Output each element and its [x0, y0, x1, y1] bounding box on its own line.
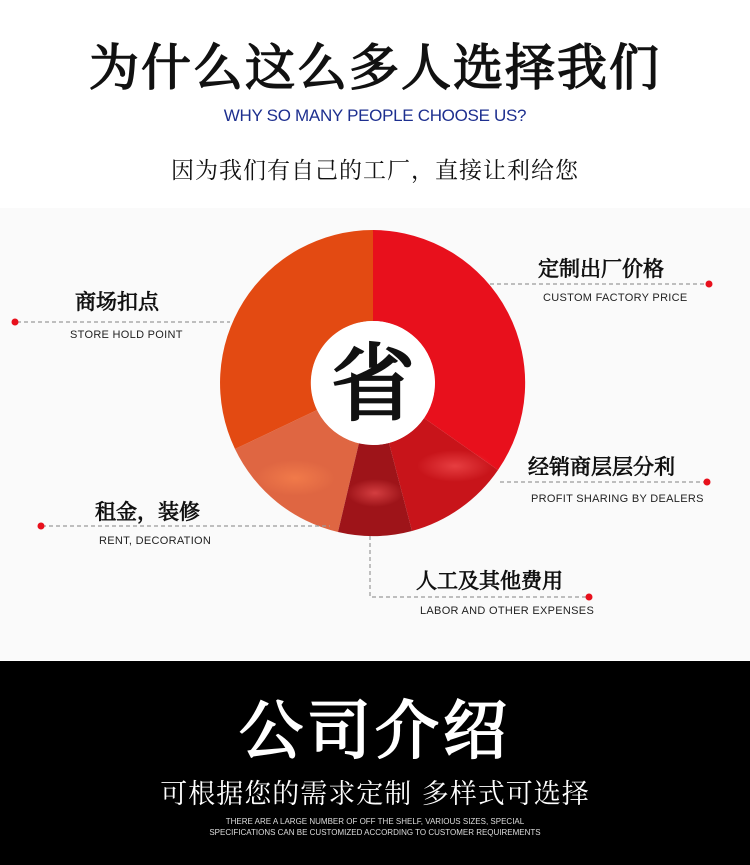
center-character: 省: [330, 335, 416, 433]
fine-print-line-2: SPECIFICATIONS CAN BE CUSTOMIZED ACCORDING TO CUSTOMER REQUIREMENTS: [209, 828, 541, 837]
page-subtitle: WHY SO MANY PEOPLE CHOOSE US?: [223, 106, 527, 125]
leader-dot: [38, 523, 45, 530]
label-dealers-en: PROFIT SHARING BY DEALERS: [531, 493, 704, 505]
leader-dot: [12, 319, 19, 326]
label-dealers-cn: 经销商层层分利: [528, 455, 675, 479]
label-factory-cn: 定制出厂价格: [538, 257, 664, 281]
label-factory-en: CUSTOM FACTORY PRICE: [543, 292, 688, 304]
label-store-cn: 商场扣点: [75, 290, 159, 314]
intro-text: 因为我们有自己的工厂，直接让利给您: [171, 158, 579, 184]
label-labor-cn: 人工及其他费用: [416, 569, 563, 593]
company-intro-subtitle: 可根据您的需求定制 多样式可选择: [160, 779, 590, 810]
page-title: 为什么这么多人选择我们: [89, 39, 661, 97]
label-rent-en: RENT, DECORATION: [99, 535, 212, 547]
highlight-blur: [347, 479, 403, 507]
leader-dot: [706, 281, 713, 288]
leader-dot: [704, 479, 711, 486]
highlight-blur: [255, 460, 335, 496]
savings-diagram: [0, 208, 750, 660]
fine-print-line-1: THERE ARE A LARGE NUMBER OF OFF THE SHELF, VARIOUS SIZES, SPECIAL: [225, 817, 525, 826]
highlight-blur: [417, 450, 493, 482]
label-rent-cn: 租金，装修: [95, 500, 200, 524]
company-intro-title: 公司介绍: [239, 695, 511, 769]
leader-dot: [586, 594, 593, 601]
label-store-en: STORE HOLD POINT: [70, 329, 183, 341]
label-labor-en: LABOR AND OTHER EXPENSES: [420, 605, 595, 617]
